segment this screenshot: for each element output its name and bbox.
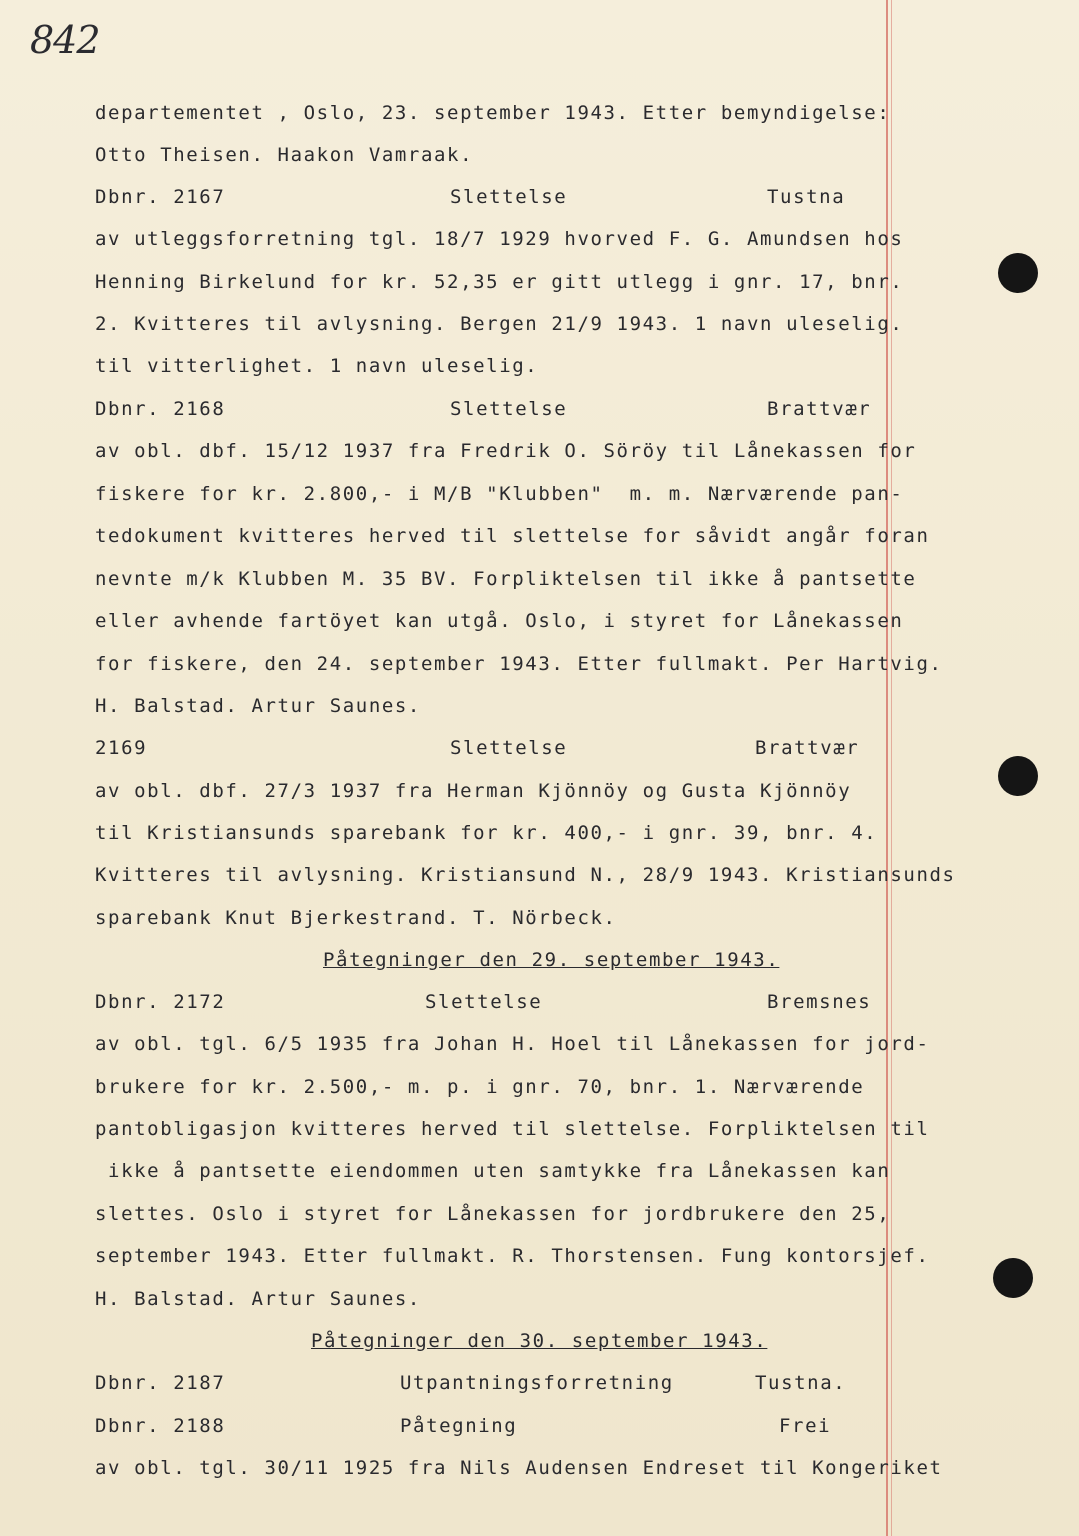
entry-type: Påtegning (400, 1415, 518, 1437)
entry-type: Slettelse (425, 991, 543, 1013)
entry-place: Bremsnes (767, 991, 872, 1013)
text-line: ikke å pantsette eiendommen uten samtykke fra Lånekassen kan (95, 1160, 891, 1182)
section-heading: Påtegninger den 29. september 1943. (323, 949, 780, 971)
punch-hole-icon (998, 756, 1038, 796)
entry-place: Frei (779, 1415, 832, 1437)
text-line: Henning Birkelund for kr. 52,35 er gitt utlegg i gnr. 17, bnr. (95, 271, 904, 293)
page-number: 842 (30, 18, 100, 62)
entry-number: 2169 (95, 737, 148, 759)
entry-number: Dbnr. 2168 (95, 398, 226, 420)
text-line: tedokument kvitteres herved til slettelse for såvidt angår foran (95, 525, 930, 547)
entry-type: Utpantningsforretning (400, 1372, 674, 1394)
text-line: slettes. Oslo i styret for Lånekassen for jordbrukere den 25, (95, 1203, 891, 1225)
punch-hole-icon (998, 253, 1038, 293)
text-line: sparebank Knut Bjerkestrand. T. Nörbeck. (95, 907, 617, 929)
entry-type: Slettelse (450, 398, 568, 420)
text-line: av obl. tgl. 30/11 1925 fra Nils Audensen Endreset til Kongeriket (95, 1457, 943, 1479)
text-line: av utleggsforretning tgl. 18/7 1929 hvorved F. G. Amundsen hos (95, 228, 904, 250)
text-line: eller avhende fartöyet kan utgå. Oslo, i styret for Lånekassen (95, 610, 904, 632)
text-line: H. Balstad. Artur Saunes. (95, 1288, 421, 1310)
text-line: til Kristiansunds sparebank for kr. 400,- i gnr. 39, bnr. 4. (95, 822, 878, 844)
entry-number: Dbnr. 2188 (95, 1415, 226, 1437)
entry-place: Tustna (767, 186, 846, 208)
entry-number: Dbnr. 2172 (95, 991, 226, 1013)
text-line: departementet , Oslo, 23. september 1943. Etter bemyndigelse: (95, 102, 891, 124)
text-line: Kvitteres til avlysning. Kristiansund N., 28/9 1943. Kristiansunds (95, 864, 956, 886)
text-line: av obl. dbf. 27/3 1937 fra Herman Kjönnöy og Gusta Kjönnöy (95, 780, 852, 802)
text-line: av obl. dbf. 15/12 1937 fra Fredrik O. Söröy til Lånekassen for (95, 440, 917, 462)
entry-place: Brattvær (767, 398, 872, 420)
text-line: nevnte m/k Klubben M. 35 BV. Forpliktelsen til ikke å pantsette (95, 568, 917, 590)
entry-type: Slettelse (450, 186, 568, 208)
section-heading: Påtegninger den 30. september 1943. (311, 1330, 768, 1352)
entry-type: Slettelse (450, 737, 568, 759)
text-line: til vitterlighet. 1 navn uleselig. (95, 355, 539, 377)
text-line: brukere for kr. 2.500,- m. p. i gnr. 70, bnr. 1. Nærværende (95, 1076, 865, 1098)
punch-hole-icon (993, 1258, 1033, 1298)
text-line: for fiskere, den 24. september 1943. Etter fullmakt. Per Hartvig. (95, 653, 943, 675)
entry-place: Tustna. (755, 1372, 847, 1394)
text-line: 2. Kvitteres til avlysning. Bergen 21/9 1943. 1 navn uleselig. (95, 313, 904, 335)
text-line: av obl. tgl. 6/5 1935 fra Johan H. Hoel til Lånekassen for jord- (95, 1033, 930, 1055)
text-line: H. Balstad. Artur Saunes. (95, 695, 421, 717)
entry-number: Dbnr. 2187 (95, 1372, 226, 1394)
entry-number: Dbnr. 2167 (95, 186, 226, 208)
text-line: pantobligasjon kvitteres herved til slettelse. Forpliktelsen til (95, 1118, 930, 1140)
text-line: september 1943. Etter fullmakt. R. Thorstensen. Fung kontorsjef. (95, 1245, 930, 1267)
text-line: fiskere for kr. 2.800,- i M/B "Klubben" m. m. Nærværende pan- (95, 483, 904, 505)
entry-place: Brattvær (755, 737, 860, 759)
text-line: Otto Theisen. Haakon Vamraak. (95, 144, 474, 166)
